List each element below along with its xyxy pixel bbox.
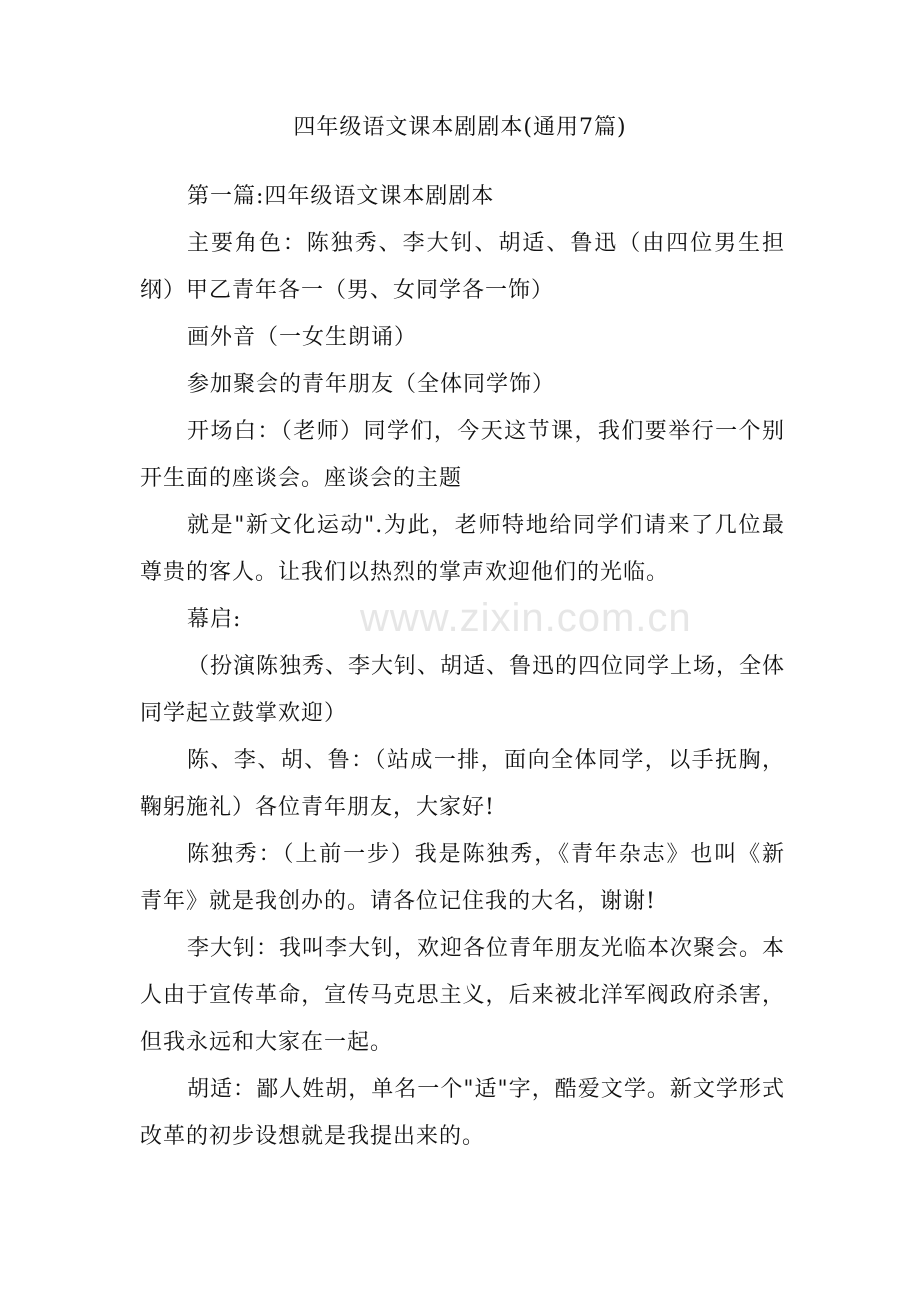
- paragraph-group-greeting: 陈、李、胡、鲁：（站成一排，面向全体同学，以手抚胸，鞠躬施礼）各位青年朋友，大家好!: [140, 748, 785, 820]
- watermark-text: www.zixin.com.cn: [360, 596, 692, 640]
- document-title: 四年级语文课本剧剧本(通用7篇): [293, 115, 627, 140]
- paragraph-opening: 开场白：（老师）同学们，今天这节课，我们要举行一个别开生面的座谈会。座谈会的主题: [140, 419, 785, 491]
- paragraph-chen-duxiu: 陈独秀：（上前一步）我是陈独秀，《青年杂志》也叫《新青年》就是我创办的。请各位记住我的大名，谢谢!: [140, 842, 785, 914]
- paragraph-hu-shi: 胡适：鄙人姓胡，单名一个"适"字，酷爱文学。新文学形式改革的初步设想就是我提出来的。: [140, 1077, 785, 1149]
- paragraph-main-roles: 主要角色：陈独秀、李大钊、胡适、鲁迅（由四位男生担纲）甲乙青年各一（男、女同学各一饰）: [140, 231, 785, 303]
- paragraph-section-heading: 第一篇:四年级语文课本剧剧本: [187, 184, 495, 209]
- paragraph-participants: 参加聚会的青年朋友（全体同学饰）: [187, 372, 556, 397]
- paragraph-stage-direction: （扮演陈独秀、李大钊、胡适、鲁迅的四位同学上场，全体同学起立鼓掌欢迎）: [140, 654, 786, 726]
- document-body: [140, 173, 785, 1160]
- paragraph-opening-continued: 就是"新文化运动".为此，老师特地给同学们请来了几位最尊贵的客人。让我们以热烈的掌声欢迎他们的光临。: [140, 513, 785, 585]
- paragraph-voiceover: 画外音（一女生朗诵）: [187, 325, 418, 350]
- paragraph-curtain-up: 幕启:: [187, 607, 242, 632]
- paragraph-li-dazhao: 李大钊：我叫李大钊，欢迎各位青年朋友光临本次聚会。本人由于宣传革命，宣传马克思主义，后来被北洋军阀政府杀害，但我永远和大家在一起。: [140, 936, 786, 1055]
